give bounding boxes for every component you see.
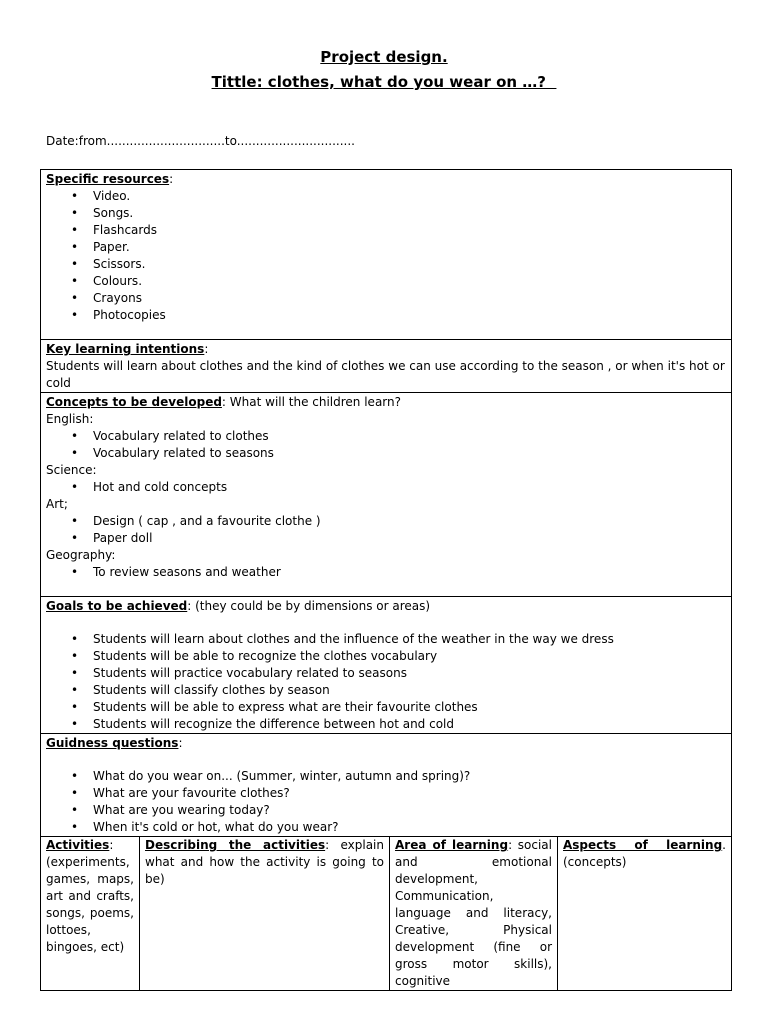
table-row	[41, 837, 731, 990]
list-item: • To review seasons and weather	[93, 564, 726, 581]
list-item: • Songs.	[93, 205, 726, 222]
section-heading: Goals to be achieved	[46, 599, 188, 613]
list-item: • Vocabulary related to seasons	[93, 445, 726, 462]
page-subtitle: Tittle: clothes, what do you wear on …?	[211, 73, 557, 91]
section-heading-suffix: : (they could be by dimensions or areas)	[187, 599, 431, 613]
resources-list	[46, 188, 726, 324]
date-line: Date:from...............................to...............................	[46, 134, 355, 148]
column-heading: Area of learning	[395, 838, 509, 852]
questions-list	[46, 768, 726, 836]
title-block	[0, 45, 768, 95]
page-title: Project design.	[320, 48, 448, 66]
list-item: • Flashcards	[93, 222, 726, 239]
column-heading: Activities	[46, 838, 110, 852]
list-item: • Students will classify clothes by season	[93, 682, 726, 699]
subject-label: Science:	[46, 463, 97, 477]
list-item: • Paper doll	[93, 530, 726, 547]
list-item: • Hot and cold concepts	[93, 479, 726, 496]
section-heading-suffix: :	[169, 172, 174, 186]
table-cell-activities	[41, 837, 140, 990]
list-item: • Photocopies	[93, 307, 726, 324]
section-specific-resources	[41, 170, 731, 340]
subject-label: English:	[46, 412, 94, 426]
list-item: • Vocabulary related to clothes	[93, 428, 726, 445]
subject-list	[46, 428, 726, 462]
section-heading-suffix: :	[178, 736, 183, 750]
section-heading: Concepts to be developed	[46, 395, 222, 409]
table-cell-aspects	[558, 837, 732, 990]
list-item: • When it's cold or hot, what do you wear?	[93, 819, 726, 836]
section-heading: Key learning intentions	[46, 342, 205, 356]
list-item: • Students will be able to recognize the clothes vocabulary	[93, 648, 726, 665]
section-heading-suffix: :	[204, 342, 209, 356]
column-heading: Aspects of learning	[563, 838, 723, 852]
section-guidance	[41, 734, 731, 837]
subject-list	[46, 479, 726, 496]
list-item: • Video.	[93, 188, 726, 205]
plan-table	[40, 169, 732, 991]
column-text: : (experiments, games, maps, art and crafts, songs, poems, lottoes, bingoes, ect)	[46, 838, 134, 954]
subject-label: Geography:	[46, 548, 116, 562]
subject-label: Art;	[46, 497, 68, 511]
section-heading: Guidness questions	[46, 736, 179, 750]
list-item: • Crayons	[93, 290, 726, 307]
activities-table-wrap	[41, 837, 731, 991]
section-goals	[41, 597, 731, 734]
list-item: • What are you wearing today?	[93, 802, 726, 819]
list-item: • Scissors.	[93, 256, 726, 273]
list-item: • What do you wear on... (Summer, winter, autumn and spring)?	[93, 768, 726, 785]
list-item: • Paper.	[93, 239, 726, 256]
list-item: • Colours.	[93, 273, 726, 290]
column-text: : social and emotional development, Communication, language and literacy, Creative, Physical development (fine or gross motor skills), cognitive	[395, 838, 552, 988]
section-heading-suffix: : What will the children learn?	[221, 395, 401, 409]
section-key-learning	[41, 340, 731, 393]
list-item: • What are your favourite clothes?	[93, 785, 726, 802]
section-concepts	[41, 393, 731, 597]
table-cell-area	[390, 837, 558, 990]
activities-table	[41, 837, 731, 990]
subject-list	[46, 564, 726, 581]
column-heading: Describing the activities	[145, 838, 326, 852]
goals-list	[46, 631, 726, 733]
list-item: • Students will recognize the difference between hot and cold	[93, 716, 726, 733]
list-item: • Students will learn about clothes and the influence of the weather in the way we dress	[93, 631, 726, 648]
section-text: Students will learn about clothes and the kind of clothes we can use according to the season , or when it's hot or cold	[46, 359, 725, 390]
column-text: : explain what and how the activity is going to be)	[145, 838, 384, 886]
list-item: • Design ( cap , and a favourite clothe )	[93, 513, 726, 530]
table-cell-describing	[140, 837, 390, 990]
list-item: • Students will be able to express what are their favourite clothes	[93, 699, 726, 716]
column-text: . (concepts)	[563, 838, 726, 869]
subject-list	[46, 513, 726, 547]
list-item: • Students will practice vocabulary related to seasons	[93, 665, 726, 682]
section-heading: Specific resources	[46, 172, 170, 186]
